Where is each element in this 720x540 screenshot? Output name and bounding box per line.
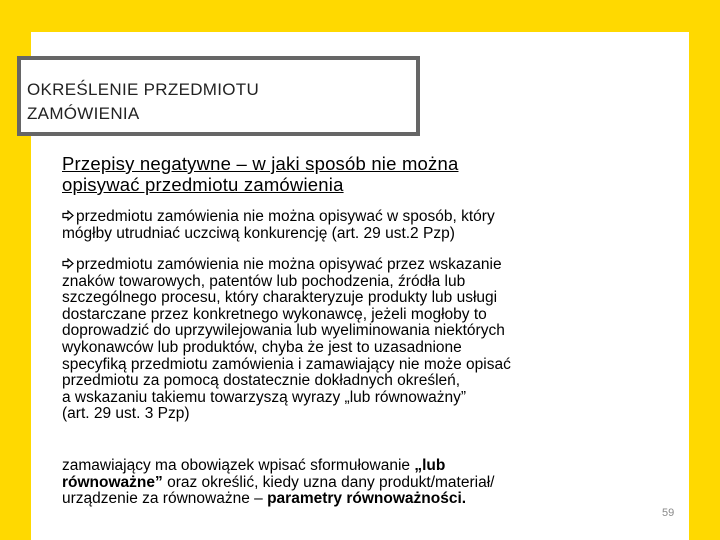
bullet-line: znaków towarowych, patentów lub pochodzenia, źródła lub <box>62 272 466 290</box>
bullet-item-2 <box>62 257 662 423</box>
closing-line-3 <box>62 491 662 508</box>
bullet-line: mógłby utrudniać uczciwą konkurencję (art. 29 ust.2 Pzp) <box>62 224 455 242</box>
closing-bold-text: parametry równoważności. <box>267 490 467 508</box>
closing-paragraph <box>62 458 662 508</box>
bullet-line: dostarczane przez konkretnego wykonawcę, jeżeli mogłoby to <box>62 305 487 323</box>
bullet-line <box>62 209 662 226</box>
arrow-right-icon <box>62 210 74 221</box>
arrow-right-icon <box>62 258 74 269</box>
bullet-line: szczególnego procesu, który charakteryzuje produkty lub usługi <box>62 289 498 307</box>
bullet-line: wykonawców lub produktów, chyba że jest to uzasadnione <box>62 338 462 356</box>
bullet-line: doprowadzić do uprzywilejowania lub wyeliminowania niektórych <box>62 322 505 340</box>
title-line-1: OKREŚLENIE PRZEDMIOTU <box>27 80 260 99</box>
bullet-text: przedmiotu zamówienia nie można opisywać w sposób, który <box>76 208 495 225</box>
bullet-line: (art. 29 ust. 3 Pzp) <box>62 405 190 423</box>
bullet-item-1 <box>62 209 662 242</box>
closing-bold-text: równoważne” <box>62 473 163 491</box>
bullet-line: a wskazaniu takiemu towarzyszą wyrazy „lub równoważny” <box>62 388 467 406</box>
bullet-line: specyfiką przedmiotu zamówienia i zamawiający nie może opisać <box>62 355 511 373</box>
bullet-text: przedmiotu zamówienia nie można opisywać przez wskazanie <box>76 256 502 273</box>
page-number: 59 <box>662 507 675 519</box>
title-line-2: ZAMÓWIENIA <box>27 104 140 123</box>
slide-title <box>27 78 407 126</box>
heading-line-2: opisywać przedmiotu zamówienia <box>62 174 344 195</box>
closing-text: zamawiający ma obowiązek wpisać sformułowanie <box>62 457 415 474</box>
heading-line-1: Przepisy negatywne – w jaki sposób nie można <box>62 153 459 174</box>
section-heading <box>62 153 622 195</box>
bullet-line: przedmiotu za pomocą dostatecznie dokładnych określeń, <box>62 372 461 390</box>
closing-text: oraz określić, kiedy uzna dany produkt/materiał/ <box>162 473 495 491</box>
closing-line-2 <box>62 475 662 492</box>
closing-bold-text: „lub <box>414 457 446 474</box>
closing-text: urządzenie za równoważne – <box>62 490 268 508</box>
bullet-line <box>62 257 662 274</box>
closing-line-1 <box>62 458 662 475</box>
